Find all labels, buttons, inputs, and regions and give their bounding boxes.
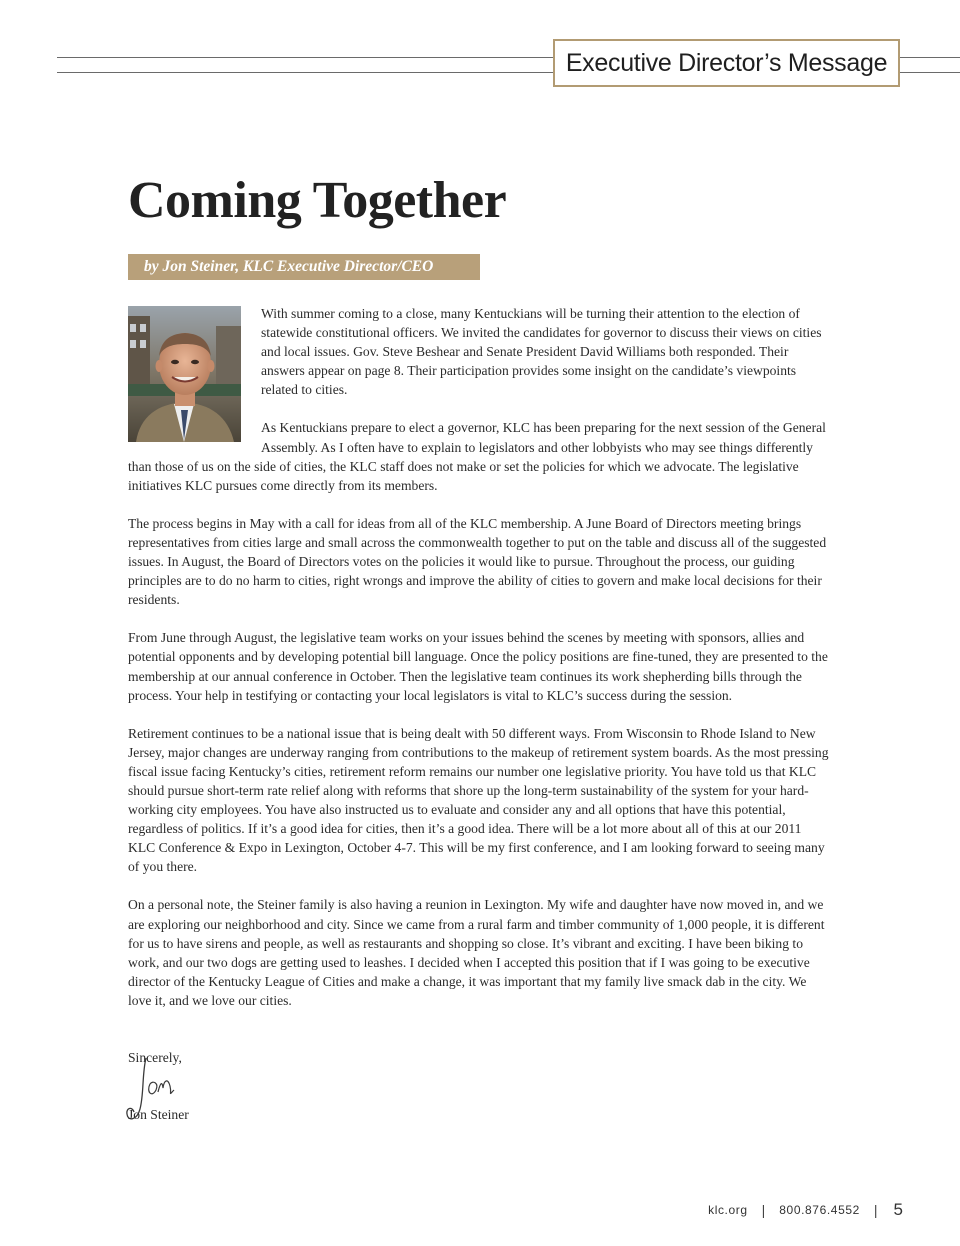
footer-phone: 800.876.4552 bbox=[779, 1203, 860, 1217]
paragraph-1: With summer coming to a close, many Kentuckians will be turning their attention to the election of statewide constitutional officers. We invited the candidates for governor to discuss their views on cities and local issues. Gov. Steve Beshear and Senate President David Williams both responded. Their answers appear on page 8. Their participation provides some insight on the candidate’s viewpoints related to cities. bbox=[261, 306, 822, 398]
portrait-wrap-space bbox=[128, 304, 261, 443]
section-header: Executive Director’s Message bbox=[553, 39, 900, 87]
paragraph-2: As Kentuckians prepare to elect a governor, KLC has been preparing for the next session of the General Assembly. As I often have to explain to legislators and other lobbyists who may see things differently than those of us on the side of cities, the KLC staff does not make or set the policies for which we advocate. The legislative initiatives KLC pursues come directly from its members. bbox=[128, 420, 826, 493]
paragraph-5: Retirement continues to be a national issue that is being dealt with 50 different ways. From Wisconsin to Rhode Island to New Jersey, major changes are underway ranging from contributions to the makeup of retirement system boards. As the most pressing fiscal issue facing Kentucky’s cities, retirement reform remains our number one legislative priority. You have told us that KLC should pursue short-term rate relief along with reforms that shore up the long-term sustainability of the system for your hard-working city employees. You have also instructed us to evaluate and consider any and all options that have this potential, regardless of politics. If it’s a good idea for cities, then it’s a good idea. There will be a lot more about all of this at our 2011 KLC Conference & Expo in Lexington, October 4-7. This will be my first conference, and I am looking forward to seeing many of you there. bbox=[128, 725, 829, 875]
paragraph-3: The process begins in May with a call for ideas from all of the KLC membership. A June Board of Directors meeting brings representatives from cities large and small across the commonwealth together to put on the table and discuss all of the suggested issues. In August, the Board of Directors votes on the policies it would like to pursue. Throughout the process, our guiding principles are to do no harm to cities, right wrongs and improve the ability of cities to govern and make local decisions for their residents. bbox=[128, 515, 827, 608]
article-title: Coming Together bbox=[128, 172, 507, 229]
page-footer bbox=[708, 1200, 903, 1220]
closing-name: Jon Steiner bbox=[128, 1107, 189, 1122]
article-body bbox=[128, 304, 831, 1029]
footer-separator: | bbox=[761, 1202, 766, 1218]
byline: by Jon Steiner, KLC Executive Director/CEO bbox=[128, 254, 480, 280]
closing-salutation: Sincerely, bbox=[128, 1050, 182, 1065]
footer-separator-2: | bbox=[873, 1202, 878, 1218]
paragraph-4: From June through August, the legislative team works on your issues behind the scenes by meeting with sponsors, allies and potential opponents and by developing potential bill language. Once the policy positions are fine-tuned, they are presented to the membership at our annual conference in October. Then the legislative team continues its work shepherding bills through the process. Your help in testifying or contacting your local legislators is vital to KLC’s success during the session. bbox=[128, 630, 828, 703]
paragraph-6: On a personal note, the Steiner family is also having a reunion in Lexington. My wife and daughter have now moved in, and we are exploring our neighborhood and city. Since we came from a rural farm and timber community of 1,000 people, it is different for us to have sirens and people, as well as restaurants and shopping so close. It’s vibrant and exciting. I have been biking to work, and our two dogs are getting used to leashes. I decided when I accepted this position that if I was going to be executive director of the Kentucky League of Cities and make a change, it was important that my family live smack dab in the city. We love it, and we love our cities. bbox=[128, 897, 825, 1008]
footer-website: klc.org bbox=[708, 1203, 748, 1217]
page-number: 5 bbox=[893, 1200, 903, 1219]
